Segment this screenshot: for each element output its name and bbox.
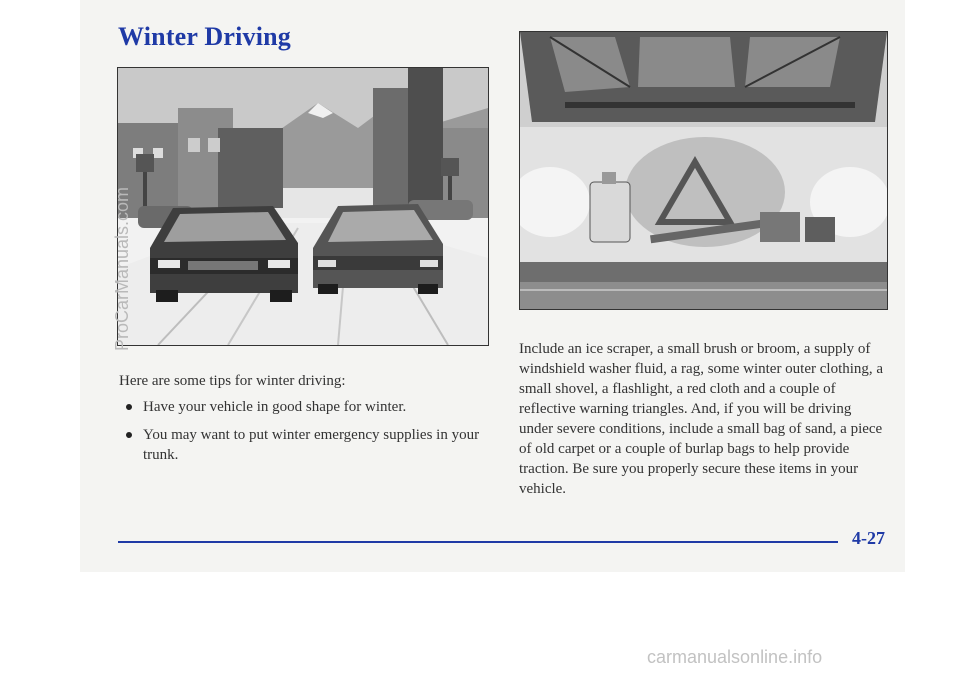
bullet-text: Have your vehicle in good shape for winter. — [143, 399, 407, 415]
side-watermark: ProCarManuals.com — [112, 186, 132, 351]
trunk-supplies-illustration — [519, 31, 888, 310]
bullet-icon — [126, 404, 132, 410]
bullet-icon — [126, 432, 132, 438]
supplies-paragraph: Include an ice scraper, a small brush or broom, a supply of windshield washer fluid, a rag, some winter outer clothing, a small shovel, a flashlight, a red cloth and a couple of reflective warning triangles. And, if you will be driving under severe conditions, include a small bag of sand, a piece of old carpet or a couple of burlap bags to help provide traction. Be sure you properly secure these items in your vehicle. — [519, 341, 884, 497]
footer-rule — [118, 541, 838, 543]
bottom-watermark: carmanualsonline.info — [647, 647, 823, 667]
bullet-text: You may want to put winter emergency supplies in your trunk. — [143, 427, 480, 463]
page-number: 4-27 — [852, 528, 885, 548]
page-title: Winter Driving — [118, 22, 292, 51]
winter-road-illustration — [117, 67, 489, 346]
intro-text: Here are some tips for winter driving: — [119, 373, 346, 389]
